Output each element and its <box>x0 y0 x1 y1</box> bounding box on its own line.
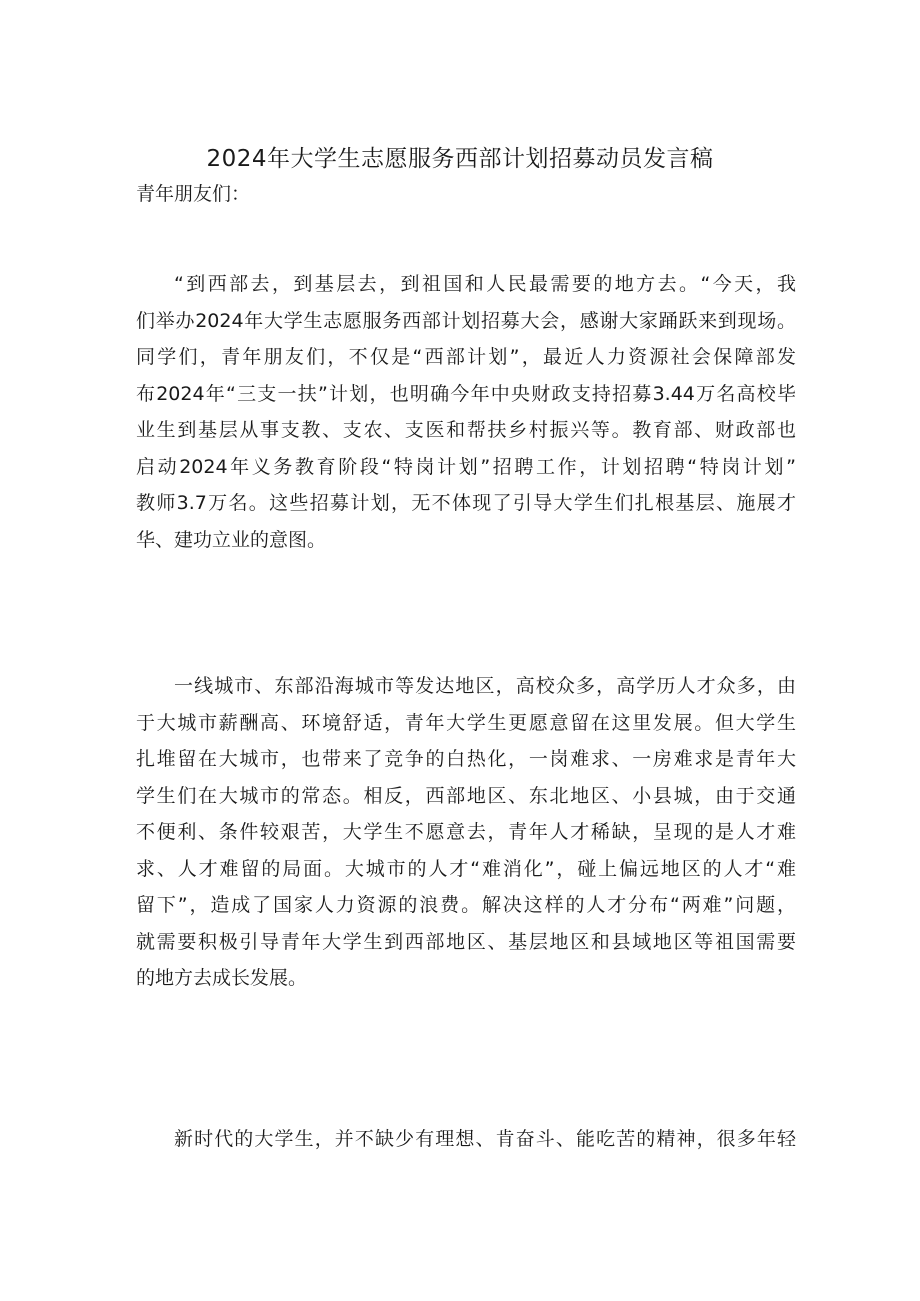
paragraph-line: 教师3.7万名。这些招募计划，无不体现了引导大学生们扎根基层、施展才 <box>136 492 796 514</box>
paragraph-line: 求、人才难留的局面。大城市的人才“难消化”，碰上偏远地区的人才“难 <box>136 857 796 880</box>
paragraph-line: 就需要积极引导青年大学生到西部地区、基层地区和县域地区等祖国需要 <box>136 930 796 953</box>
paragraph-line: 于大城市薪酬高、环境舒适，青年大学生更愿意留在这里发展。但大学生 <box>136 711 796 734</box>
paragraph-line: 们举办2024年大学生志愿服务西部计划招募大会，感谢大家踊跃来到现场。 <box>136 309 796 332</box>
paragraph-line: 布2024年“三支一扶”计划，也明确今年中央财政支持招募3.44万名高校毕 <box>136 382 796 405</box>
paragraph-line: 华、建功立业的意图。 <box>136 528 327 551</box>
paragraph-line: 留下”，造成了国家人力资源的浪费。解决这样的人才分布“两难”问题， <box>136 894 796 916</box>
paragraph-2 <box>136 668 796 997</box>
paragraph-line: 一线城市、东部沿海城市等发达地区，高校众多，高学历人才众多，由 <box>174 675 796 697</box>
paragraph-line: 学生们在大城市的常态。相反，西部地区、东北地区、小县城，由于交通 <box>136 784 796 807</box>
paragraph-line: 不便利、条件较艰苦，大学生不愿意去，青年人才稀缺，呈现的是人才难 <box>136 821 796 843</box>
paragraph-3 <box>136 1121 796 1158</box>
paragraph-line: 的地方去成长发展。 <box>136 967 308 989</box>
paragraph-1 <box>136 266 796 558</box>
paragraph-line: 同学们，青年朋友们，不仅是“西部计划”，最近人力资源社会保障部发 <box>136 346 796 368</box>
paragraph-line: 启动2024年义务教育阶段“特岗计划”招聘工作，计划招聘“特岗计划” <box>136 455 796 478</box>
document-title: 2024年大学生志愿服务西部计划招募动员发言稿 <box>206 146 714 172</box>
paragraph-line: “到西部去，到基层去，到祖国和人民最需要的地方去。“今天，我 <box>174 273 796 295</box>
paragraph-line: 扎堆留在大城市，也带来了竞争的白热化，一岗难求、一房难求是青年大 <box>136 748 796 770</box>
paragraph-line: 业生到基层从事支教、支农、支医和帮扶乡村振兴等。教育部、财政部也 <box>136 419 796 441</box>
greeting: 青年朋友们： <box>136 183 251 205</box>
paragraph-line: 新时代的大学生，并不缺少有理想、肯奋斗、能吃苦的精神，很多年轻 <box>174 1128 796 1150</box>
